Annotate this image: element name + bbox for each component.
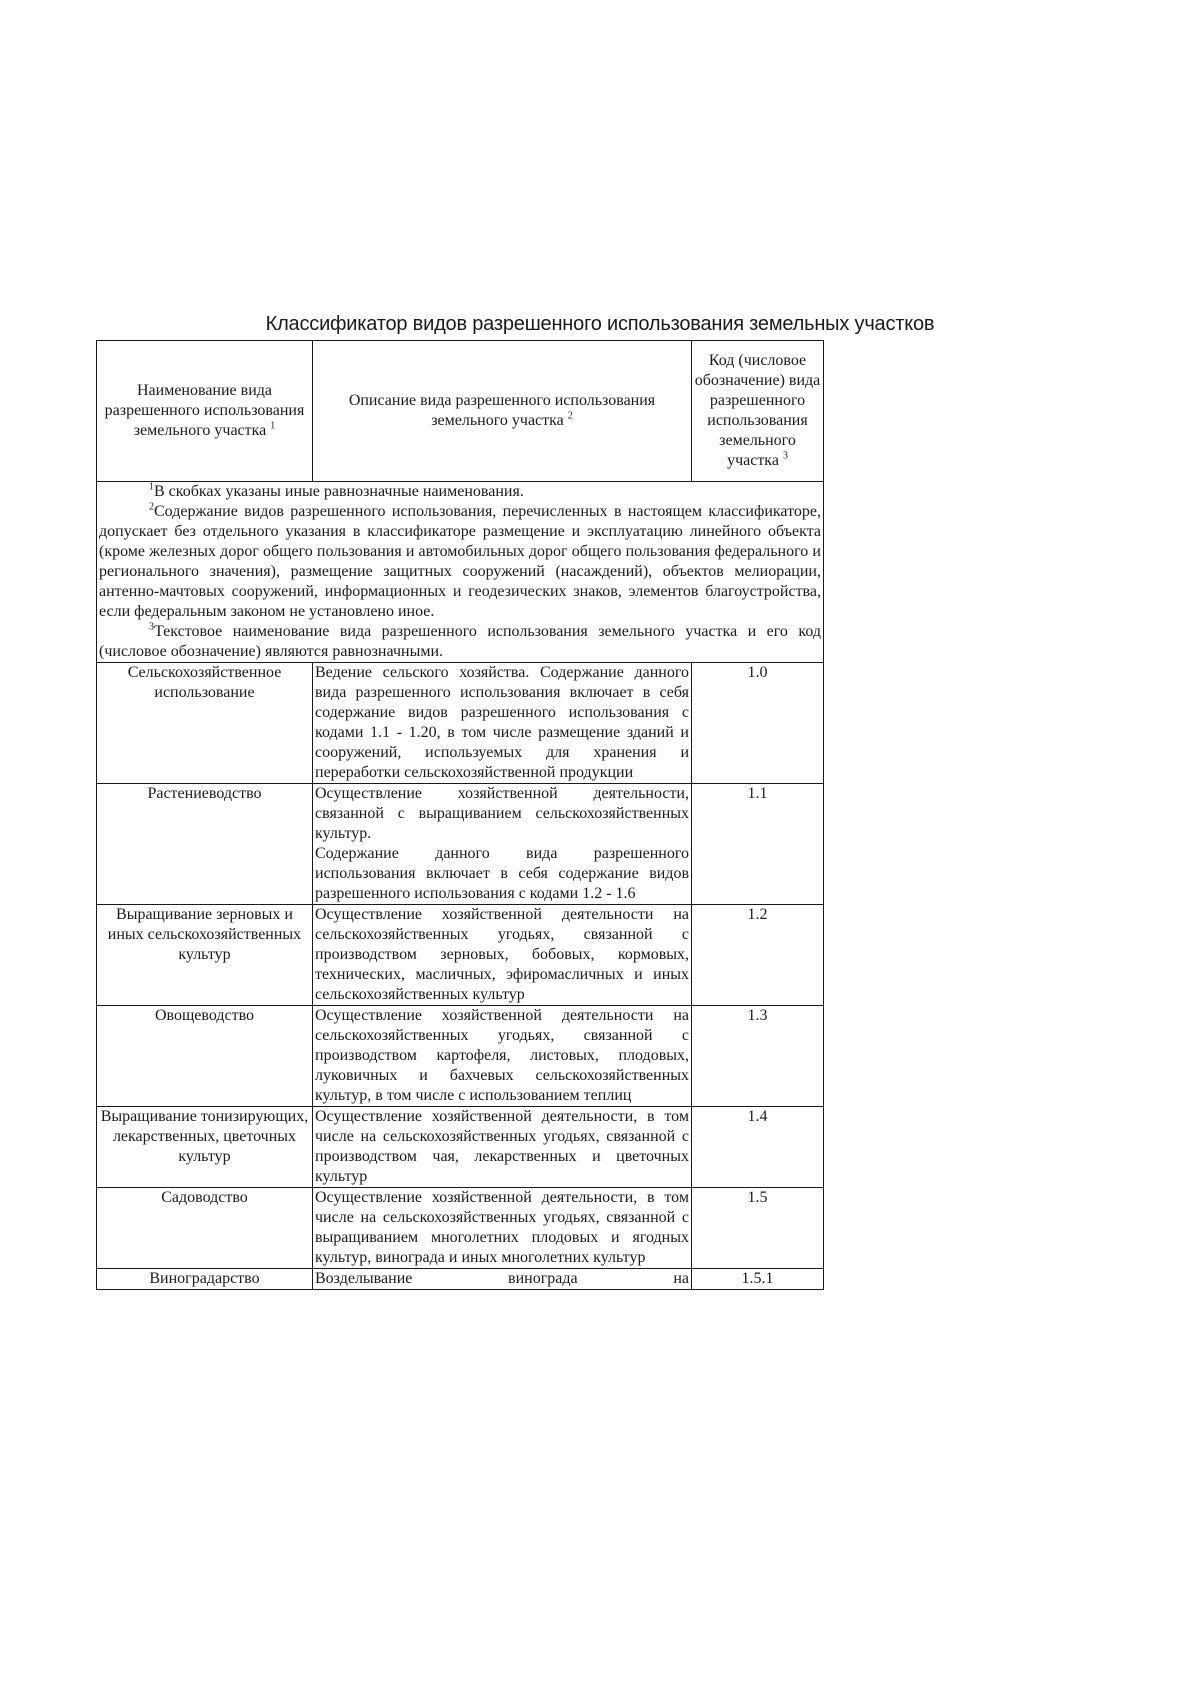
use-description: Возделывание винограда на (313, 1269, 692, 1290)
notes-row (97, 482, 824, 663)
use-name: Овощеводство (97, 1006, 313, 1107)
table-row (97, 1006, 824, 1107)
use-code: 1.4 (692, 1107, 824, 1188)
use-description: Осуществление хозяйственной деятельности на сельскохозяйственных угодьях, связанной с производством картофеля, листовых, плодовых, луковичных и бахчевых сельскохозяйственных культур, в том числе с использованием теплиц (313, 1006, 692, 1107)
note-1-mark: 1 (149, 481, 154, 493)
use-description: Осуществление хозяйственной деятельности на сельскохозяйственных угодьях, связанной с производством зерновых, бобовых, кормовых, технических, масличных, эфиромасличных и иных сельскохозяйственных культур (313, 905, 692, 1006)
table-header-row (97, 341, 824, 482)
header-code (692, 341, 824, 482)
use-name: Сельскохозяйственное использование (97, 663, 313, 784)
use-name: Растениеводство (97, 784, 313, 905)
table-row (97, 1269, 824, 1290)
use-description: Ведение сельского хозяйства. Содержание данного вида разрешенного использования включает в себя содержание видов разрешенного использования с кодами 1.1 - 1.20, в том числе размещение зданий и сооружений, используемых для хранения и переработки сельскохозяйственной продукции (313, 663, 692, 784)
notes-cell (97, 482, 824, 663)
use-description: Осуществление хозяйственной деятельности, в том числе на сельскохозяйственных угодьях, связанной с выращиванием многолетних плодовых и ягодных культур, винограда и иных многолетних культур (313, 1188, 692, 1269)
header-description (313, 341, 692, 482)
use-description-paragraph: Содержание данного вида разрешенного использования включает в себя содержание видов разрешенного использования с кодами 1.2 - 1.6 (315, 845, 689, 902)
document-title: Классификатор видов разрешенного использования земельных участков (265, 313, 935, 335)
note-1-text: В скобках указаны иные равнозначные наименования. (154, 483, 524, 500)
use-name: Выращивание тонизирующих, лекарственных, цветочных культур (97, 1107, 313, 1188)
use-code: 1.1 (692, 784, 824, 905)
note-2 (99, 502, 821, 622)
use-code: 1.0 (692, 663, 824, 784)
use-description: Осуществление хозяйственной деятельности, в том числе на сельскохозяйственных угодьях, связанной с производством чая, лекарственных и цветочных культур (313, 1107, 692, 1188)
note-3 (99, 622, 821, 662)
footnote-ref-1: 1 (270, 420, 276, 432)
use-name: Выращивание зерновых и иных сельскохозяйственных культур (97, 905, 313, 1006)
header-code-text: Код (числовое обозначение) вида разрешенного использования земельного участка (694, 352, 821, 469)
table-row (97, 1188, 824, 1269)
use-code: 1.3 (692, 1006, 824, 1107)
table-row (97, 784, 824, 905)
note-3-text: Текстовое наименование вида разрешенного использования земельного участка и его код (числовое обозначение) являются равнозначными. (99, 623, 821, 660)
note-1 (99, 482, 821, 502)
use-code: 1.2 (692, 905, 824, 1006)
note-2-text: Содержание видов разрешенного использования, перечисленных в настоящем классификаторе, допускает без отдельного указания в классификаторе размещение и эксплуатацию линейного объекта (кроме железных дорог общего пользования и автомобильных дорог общего пользования федерального и регионального значения), размещение защитных сооружений (насаждений), объектов мелиорации, антенно-мачтовых сооружений, информационных и геодезических знаков, элементов благоустройства, если федеральным законом не установлено иное. (99, 503, 821, 620)
table-row (97, 663, 824, 784)
header-name-text: Наименование вида разрешенного использования земельного участка (104, 382, 305, 439)
note-3-mark: 3 (149, 621, 154, 633)
classifier-table (96, 340, 824, 1290)
header-description-text: Описание вида разрешенного использования земельного участка (348, 392, 656, 429)
use-name: Садоводство (97, 1188, 313, 1269)
use-code: 1.5 (692, 1188, 824, 1269)
use-name: Виноградарство (97, 1269, 313, 1290)
table-row (97, 905, 824, 1006)
footnote-ref-2: 2 (567, 410, 573, 422)
note-2-mark: 2 (149, 501, 154, 513)
table-row (97, 1107, 824, 1188)
footnote-ref-3: 3 (782, 450, 788, 462)
use-description (313, 784, 692, 905)
use-code: 1.5.1 (692, 1269, 824, 1290)
use-description-paragraph: Осуществление хозяйственной деятельности, связанной с выращиванием сельскохозяйственных культур. (315, 785, 689, 842)
header-name (97, 341, 313, 482)
